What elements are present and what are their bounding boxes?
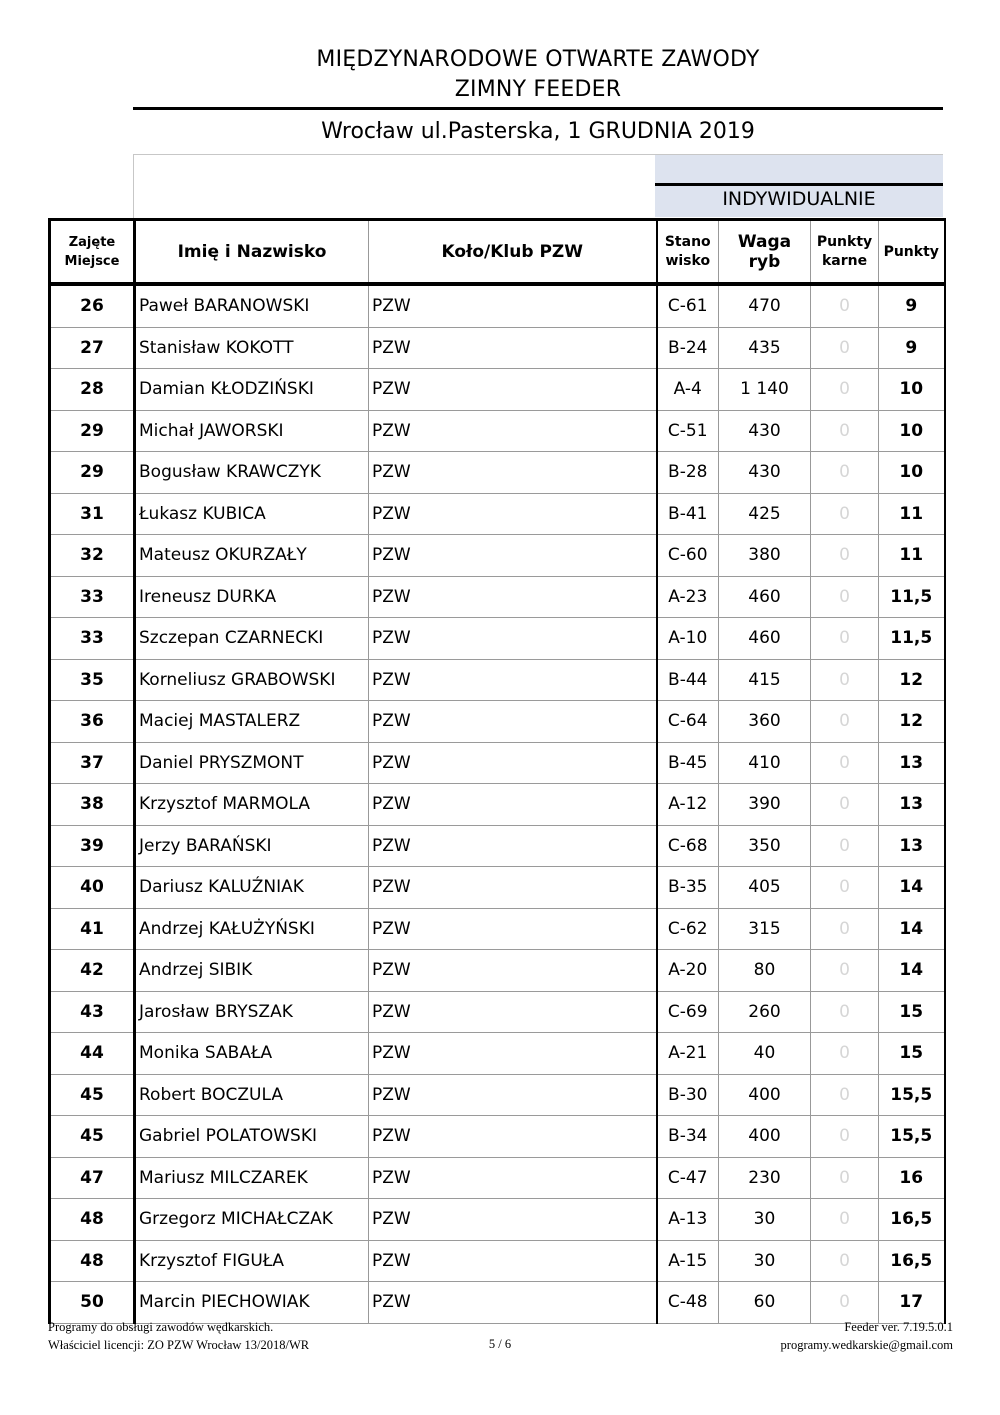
club-cell: PZW bbox=[369, 659, 657, 701]
table-row bbox=[50, 1074, 945, 1116]
club-cell: PZW bbox=[369, 493, 657, 535]
place-cell: 43 bbox=[50, 991, 135, 1033]
page-number: 5 / 6 bbox=[488, 1337, 512, 1351]
penalty-cell: 0 bbox=[811, 659, 879, 701]
table-row bbox=[50, 493, 945, 535]
club-cell: PZW bbox=[369, 908, 657, 950]
name-cell: Maciej MASTALERZ bbox=[135, 701, 369, 743]
name-cell: Korneliusz GRABOWSKI bbox=[135, 659, 369, 701]
individual-section-label: INDYWIDUALNIE bbox=[722, 188, 876, 210]
points-cell: 11 bbox=[879, 493, 945, 535]
station-cell: A-21 bbox=[657, 1033, 719, 1075]
place-cell: 48 bbox=[50, 1240, 135, 1282]
table-row bbox=[50, 452, 945, 494]
weight-cell: 1 140 bbox=[719, 369, 811, 411]
penalty-cell: 0 bbox=[811, 1240, 879, 1282]
place-cell: 37 bbox=[50, 742, 135, 784]
weight-cell: 405 bbox=[719, 867, 811, 909]
points-cell: 10 bbox=[879, 369, 945, 411]
name-cell: Jerzy BARAŃSKI bbox=[135, 825, 369, 867]
col-stan-header-line1: Stano bbox=[664, 233, 711, 250]
place-cell: 31 bbox=[50, 493, 135, 535]
penalty-cell: 0 bbox=[811, 784, 879, 826]
weight-cell: 400 bbox=[719, 1074, 811, 1116]
place-cell: 33 bbox=[50, 576, 135, 618]
name-cell: Michał JAWORSKI bbox=[135, 410, 369, 452]
station-cell: B-45 bbox=[657, 742, 719, 784]
weight-cell: 350 bbox=[719, 825, 811, 867]
table-row bbox=[50, 867, 945, 909]
place-cell: 50 bbox=[50, 1282, 135, 1324]
table-row bbox=[50, 742, 945, 784]
place-cell: 41 bbox=[50, 908, 135, 950]
col-penalty-header-line2: karne bbox=[821, 252, 868, 269]
points-cell: 15 bbox=[879, 991, 945, 1033]
place-cell: 27 bbox=[50, 327, 135, 369]
penalty-cell: 0 bbox=[811, 410, 879, 452]
table-row bbox=[50, 1282, 945, 1324]
penalty-cell: 0 bbox=[811, 618, 879, 660]
table-row bbox=[50, 991, 945, 1033]
club-cell: PZW bbox=[369, 701, 657, 743]
weight-cell: 260 bbox=[719, 991, 811, 1033]
points-cell: 12 bbox=[879, 659, 945, 701]
table-row bbox=[50, 908, 945, 950]
club-cell: PZW bbox=[369, 1033, 657, 1075]
penalty-cell: 0 bbox=[811, 452, 879, 494]
place-cell: 29 bbox=[50, 410, 135, 452]
weight-cell: 435 bbox=[719, 327, 811, 369]
club-cell: PZW bbox=[369, 284, 657, 327]
table-row bbox=[50, 950, 945, 992]
place-cell: 36 bbox=[50, 701, 135, 743]
name-cell: Grzegorz MICHAŁCZAK bbox=[135, 1199, 369, 1241]
penalty-cell: 0 bbox=[811, 825, 879, 867]
penalty-cell: 0 bbox=[811, 369, 879, 411]
individual-section-divider bbox=[655, 183, 943, 186]
name-cell: Dariusz KALUŹNIAK bbox=[135, 867, 369, 909]
station-cell: C-51 bbox=[657, 410, 719, 452]
table-row bbox=[50, 535, 945, 577]
station-cell: B-30 bbox=[657, 1074, 719, 1116]
name-cell: Damian KŁODZIŃSKI bbox=[135, 369, 369, 411]
place-cell: 44 bbox=[50, 1033, 135, 1075]
footer-version: Feeder ver. 7.19.5.0.1 bbox=[844, 1320, 953, 1334]
station-cell: A-15 bbox=[657, 1240, 719, 1282]
points-cell: 13 bbox=[879, 825, 945, 867]
penalty-cell: 0 bbox=[811, 1282, 879, 1324]
station-cell: A-4 bbox=[657, 369, 719, 411]
footer-license: Właściciel licencji: ZO PZW Wrocław 13/2018/WR bbox=[48, 1338, 310, 1352]
points-cell: 13 bbox=[879, 742, 945, 784]
results-table bbox=[48, 218, 946, 1324]
club-cell: PZW bbox=[369, 742, 657, 784]
club-cell: PZW bbox=[369, 950, 657, 992]
station-cell: A-13 bbox=[657, 1199, 719, 1241]
club-cell: PZW bbox=[369, 784, 657, 826]
place-cell: 29 bbox=[50, 452, 135, 494]
station-cell: B-44 bbox=[657, 659, 719, 701]
weight-cell: 360 bbox=[719, 701, 811, 743]
penalty-cell: 0 bbox=[811, 701, 879, 743]
place-cell: 38 bbox=[50, 784, 135, 826]
col-penalty-header-line1: Punkty bbox=[816, 233, 873, 250]
col-stan-header bbox=[657, 220, 719, 285]
table-row bbox=[50, 701, 945, 743]
points-cell: 17 bbox=[879, 1282, 945, 1324]
weight-cell: 460 bbox=[719, 618, 811, 660]
station-cell: B-28 bbox=[657, 452, 719, 494]
name-cell: Marcin PIECHOWIAK bbox=[135, 1282, 369, 1324]
table-row bbox=[50, 327, 945, 369]
name-cell: Jarosław BRYSZAK bbox=[135, 991, 369, 1033]
weight-cell: 230 bbox=[719, 1157, 811, 1199]
club-cell: PZW bbox=[369, 576, 657, 618]
station-cell: B-24 bbox=[657, 327, 719, 369]
club-cell: PZW bbox=[369, 1282, 657, 1324]
name-cell: Mariusz MILCZAREK bbox=[135, 1157, 369, 1199]
club-cell: PZW bbox=[369, 535, 657, 577]
points-cell: 11,5 bbox=[879, 618, 945, 660]
station-cell: A-23 bbox=[657, 576, 719, 618]
penalty-cell: 0 bbox=[811, 1116, 879, 1158]
weight-cell: 400 bbox=[719, 1116, 811, 1158]
place-cell: 33 bbox=[50, 618, 135, 660]
table-row bbox=[50, 1240, 945, 1282]
penalty-cell: 0 bbox=[811, 576, 879, 618]
place-cell: 39 bbox=[50, 825, 135, 867]
place-cell: 35 bbox=[50, 659, 135, 701]
points-cell: 9 bbox=[879, 284, 945, 327]
col-place-header-line1: Zajęte bbox=[68, 234, 116, 250]
place-cell: 45 bbox=[50, 1074, 135, 1116]
club-cell: PZW bbox=[369, 618, 657, 660]
weight-cell: 315 bbox=[719, 908, 811, 950]
place-cell: 40 bbox=[50, 867, 135, 909]
club-cell: PZW bbox=[369, 410, 657, 452]
points-cell: 10 bbox=[879, 452, 945, 494]
station-cell: B-35 bbox=[657, 867, 719, 909]
weight-cell: 80 bbox=[719, 950, 811, 992]
name-cell: Krzysztof FIGUŁA bbox=[135, 1240, 369, 1282]
col-name-header: Imię i Nazwisko bbox=[135, 220, 369, 285]
station-cell: C-60 bbox=[657, 535, 719, 577]
weight-cell: 390 bbox=[719, 784, 811, 826]
weight-cell: 415 bbox=[719, 659, 811, 701]
name-cell: Szczepan CZARNECKI bbox=[135, 618, 369, 660]
points-cell: 11 bbox=[879, 535, 945, 577]
weight-cell: 410 bbox=[719, 742, 811, 784]
name-cell: Bogusław KRAWCZYK bbox=[135, 452, 369, 494]
club-cell: PZW bbox=[369, 1240, 657, 1282]
weight-cell: 430 bbox=[719, 452, 811, 494]
weight-cell: 470 bbox=[719, 284, 811, 327]
station-cell: B-34 bbox=[657, 1116, 719, 1158]
title-divider bbox=[133, 107, 943, 110]
station-cell: A-20 bbox=[657, 950, 719, 992]
points-cell: 15,5 bbox=[879, 1116, 945, 1158]
col-weight-header-line2: ryb bbox=[748, 251, 781, 272]
club-cell: PZW bbox=[369, 369, 657, 411]
points-cell: 10 bbox=[879, 410, 945, 452]
table-row bbox=[50, 1157, 945, 1199]
station-cell: C-62 bbox=[657, 908, 719, 950]
penalty-cell: 0 bbox=[811, 535, 879, 577]
table-header-row bbox=[50, 220, 945, 285]
place-cell: 32 bbox=[50, 535, 135, 577]
name-cell: Daniel PRYSZMONT bbox=[135, 742, 369, 784]
col-points-header: Punkty bbox=[879, 220, 945, 285]
club-cell: PZW bbox=[369, 1199, 657, 1241]
station-cell: A-10 bbox=[657, 618, 719, 660]
penalty-cell: 0 bbox=[811, 950, 879, 992]
club-cell: PZW bbox=[369, 825, 657, 867]
name-cell: Krzysztof MARMOLA bbox=[135, 784, 369, 826]
name-cell: Andrzej KAŁUŻYŃSKI bbox=[135, 908, 369, 950]
club-cell: PZW bbox=[369, 1074, 657, 1116]
place-cell: 47 bbox=[50, 1157, 135, 1199]
station-cell: C-48 bbox=[657, 1282, 719, 1324]
penalty-cell: 0 bbox=[811, 991, 879, 1033]
penalty-cell: 0 bbox=[811, 1033, 879, 1075]
title-line-1: MIĘDZYNARODOWE OTWARTE ZAWODY bbox=[316, 47, 760, 72]
title-line-2: ZIMNY FEEDER bbox=[454, 77, 622, 102]
points-cell: 9 bbox=[879, 327, 945, 369]
header-frame-left bbox=[133, 154, 134, 220]
points-cell: 11,5 bbox=[879, 576, 945, 618]
name-cell: Gabriel POLATOWSKI bbox=[135, 1116, 369, 1158]
name-cell: Łukasz KUBICA bbox=[135, 493, 369, 535]
weight-cell: 430 bbox=[719, 410, 811, 452]
table-row bbox=[50, 1199, 945, 1241]
penalty-cell: 0 bbox=[811, 1157, 879, 1199]
place-cell: 42 bbox=[50, 950, 135, 992]
station-cell: B-41 bbox=[657, 493, 719, 535]
weight-cell: 30 bbox=[719, 1199, 811, 1241]
col-place-header-line2: Miejsce bbox=[64, 253, 120, 269]
penalty-cell: 0 bbox=[811, 493, 879, 535]
club-cell: PZW bbox=[369, 452, 657, 494]
table-row bbox=[50, 369, 945, 411]
name-cell: Paweł BARANOWSKI bbox=[135, 284, 369, 327]
col-stan-header-line2: wisko bbox=[665, 252, 711, 269]
points-cell: 15,5 bbox=[879, 1074, 945, 1116]
station-cell: C-61 bbox=[657, 284, 719, 327]
penalty-cell: 0 bbox=[811, 284, 879, 327]
results-body bbox=[50, 284, 945, 1323]
club-cell: PZW bbox=[369, 1116, 657, 1158]
club-cell: PZW bbox=[369, 991, 657, 1033]
place-cell: 48 bbox=[50, 1199, 135, 1241]
penalty-cell: 0 bbox=[811, 742, 879, 784]
station-cell: C-69 bbox=[657, 991, 719, 1033]
club-cell: PZW bbox=[369, 867, 657, 909]
table-row bbox=[50, 1116, 945, 1158]
col-penalty-header bbox=[811, 220, 879, 285]
table-row bbox=[50, 410, 945, 452]
points-cell: 14 bbox=[879, 867, 945, 909]
footer-software-note: Programy do obsługi zawodów wędkarskich. bbox=[48, 1320, 274, 1334]
points-cell: 16,5 bbox=[879, 1199, 945, 1241]
col-club-header: Koło/Klub PZW bbox=[369, 220, 657, 285]
table-row bbox=[50, 284, 945, 327]
station-cell: C-47 bbox=[657, 1157, 719, 1199]
weight-cell: 60 bbox=[719, 1282, 811, 1324]
col-place-header bbox=[50, 220, 135, 285]
weight-cell: 30 bbox=[719, 1240, 811, 1282]
penalty-cell: 0 bbox=[811, 327, 879, 369]
weight-cell: 425 bbox=[719, 493, 811, 535]
footer-email: programy.wedkarskie@gmail.com bbox=[780, 1338, 953, 1352]
name-cell: Ireneusz DURKA bbox=[135, 576, 369, 618]
club-cell: PZW bbox=[369, 327, 657, 369]
table-row bbox=[50, 618, 945, 660]
points-cell: 14 bbox=[879, 950, 945, 992]
station-cell: C-68 bbox=[657, 825, 719, 867]
points-cell: 13 bbox=[879, 784, 945, 826]
name-cell: Robert BOCZULA bbox=[135, 1074, 369, 1116]
weight-cell: 40 bbox=[719, 1033, 811, 1075]
col-weight-header-line1: Waga bbox=[737, 231, 792, 252]
table-row bbox=[50, 576, 945, 618]
club-cell: PZW bbox=[369, 1157, 657, 1199]
table-row bbox=[50, 784, 945, 826]
table-row bbox=[50, 659, 945, 701]
place-cell: 28 bbox=[50, 369, 135, 411]
points-cell: 15 bbox=[879, 1033, 945, 1075]
penalty-cell: 0 bbox=[811, 1074, 879, 1116]
station-cell: C-64 bbox=[657, 701, 719, 743]
weight-cell: 380 bbox=[719, 535, 811, 577]
place-cell: 26 bbox=[50, 284, 135, 327]
penalty-cell: 0 bbox=[811, 908, 879, 950]
points-cell: 12 bbox=[879, 701, 945, 743]
col-weight-header bbox=[719, 220, 811, 285]
table-row bbox=[50, 825, 945, 867]
place-cell: 45 bbox=[50, 1116, 135, 1158]
station-cell: A-12 bbox=[657, 784, 719, 826]
points-cell: 14 bbox=[879, 908, 945, 950]
name-cell: Andrzej SIBIK bbox=[135, 950, 369, 992]
name-cell: Stanisław KOKOTT bbox=[135, 327, 369, 369]
weight-cell: 460 bbox=[719, 576, 811, 618]
name-cell: Monika SABAŁA bbox=[135, 1033, 369, 1075]
event-subtitle: Wrocław ul.Pasterska, 1 GRUDNIA 2019 bbox=[321, 119, 755, 144]
name-cell: Mateusz OKURZAŁY bbox=[135, 535, 369, 577]
penalty-cell: 0 bbox=[811, 867, 879, 909]
table-row bbox=[50, 1033, 945, 1075]
points-cell: 16,5 bbox=[879, 1240, 945, 1282]
points-cell: 16 bbox=[879, 1157, 945, 1199]
penalty-cell: 0 bbox=[811, 1199, 879, 1241]
